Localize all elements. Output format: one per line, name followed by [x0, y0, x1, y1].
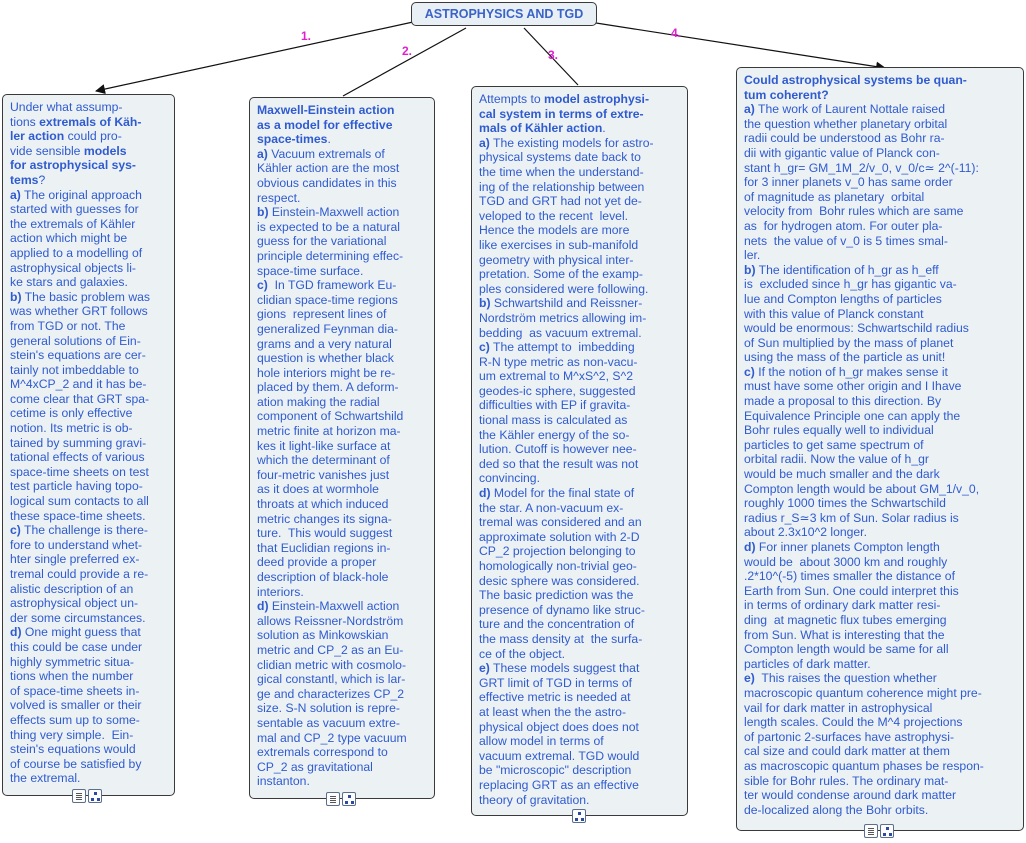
node-text-line: throats at which induced — [257, 497, 389, 512]
node-text-line: applied to a modelling of — [10, 245, 143, 260]
node-text-line: presence of dynamo like struc- — [479, 602, 645, 617]
node-text-line: vacuum extremal. TGD would — [479, 748, 640, 763]
node-text-line: geometry with physical inter- — [479, 252, 634, 267]
node-text-line: would be about 3000 km and roughly — [744, 554, 948, 569]
node-text-line: vide sensible models — [10, 143, 127, 158]
node-text-line: was whether GRT follows — [10, 304, 148, 319]
node-text-line: the time when the understand- — [479, 164, 644, 179]
node-text-line: desic sphere was considered. — [479, 573, 640, 588]
node-text-line: test particle having topo- — [10, 479, 143, 494]
node-text-line: tions extremals of Käh- — [10, 114, 142, 129]
node-text-line: tems? — [10, 172, 46, 187]
node-text-line: Under what assump- — [10, 100, 123, 114]
node-text-line: convincing. — [479, 471, 540, 486]
node-text-line: lue and Compton lengths of particles — [744, 291, 942, 306]
node-text-line: notion. Its metric is ob- — [10, 421, 133, 436]
node-text-line: Attempts to model astrophysi- — [479, 92, 649, 106]
node-text-line: must have some other origin and I Ihave — [744, 379, 962, 394]
node-text-line: respect. — [257, 190, 301, 205]
node-text-line: M^4xCP_2 and it has be- — [10, 377, 147, 392]
node-text-line: tum coherent? — [744, 87, 829, 102]
topic-node-2[interactable] — [249, 97, 435, 799]
node-text-line: the extremal. — [10, 771, 81, 786]
node-text-line: which the determinant of — [257, 453, 390, 468]
node-text-line: b) Einstein-Maxwell action — [257, 205, 400, 220]
node-text-line: ture and the concentration of — [479, 617, 635, 632]
node-text-line: physical systems date back to — [479, 150, 641, 165]
node-text-line: tremal was considered and an — [479, 515, 642, 530]
node-text-line: bedding as vacuum extremal. — [479, 325, 642, 340]
node-text-line: instanton. — [257, 774, 310, 789]
map-icon[interactable] — [342, 792, 356, 806]
note-icon[interactable] — [864, 824, 878, 838]
note-icon[interactable] — [326, 792, 340, 806]
node-text-line: action which might be — [10, 231, 128, 246]
node-text-line: grams and a very natural — [257, 336, 392, 351]
node-text-line: ge and characterizes CP_2 — [257, 686, 405, 701]
node-text-line: theory of gravitation. — [479, 792, 590, 807]
node-text-line: using the mass of the particle as unit! — [744, 350, 946, 365]
node-text-line: stein's equations are cer- — [10, 348, 146, 363]
node-text-line: logical sum contacts to all — [10, 494, 149, 509]
node-text-line: four-metric vanishes just — [257, 467, 390, 482]
node-text-line: hole interiors might be re- — [257, 365, 396, 380]
node-text-line: ler. — [744, 248, 761, 263]
node-text-line: cal size and could dark matter at them — [744, 744, 950, 759]
node-text-line: come clear that GRT spa- — [10, 391, 150, 406]
node-text-line: length scales. Could the M^4 projections — [744, 715, 963, 730]
node-text-line: veloped to the recent level. — [479, 208, 629, 223]
node-text-line: kes it light-like surface at — [257, 438, 391, 453]
node-text-line: allows Reissner-Nordström — [257, 613, 404, 628]
node-text-line: of magnitude as planetary orbital — [744, 189, 925, 204]
node-text-line: sible for Bohr rules. The ordinary mat- — [744, 773, 949, 788]
node-text-line: mal and CP_2 type vacuum — [257, 730, 407, 745]
root-topic[interactable]: ASTROPHYSICS AND TGD — [411, 2, 597, 26]
node-text-line: as a model for effective — [257, 117, 393, 132]
node-text-line: Compton length would be about GM_1/v_0, — [744, 481, 980, 496]
node-text-line: ing of the relationship between — [479, 179, 645, 194]
node-text-line: would be much smaller and the dark — [744, 467, 940, 482]
node-text-line: difficulties with EP if gravita- — [479, 398, 631, 413]
node-text-line: um extremal to M^xS^2, S^2 — [479, 369, 633, 384]
node-text-line: stant h_gr= GM_1M_2/v_0, v_0/c≃ 2^(-11): — [744, 160, 979, 175]
node-text-line: alistic description of an — [10, 581, 134, 596]
node-text-line: metric changes its signa- — [257, 511, 392, 526]
link-label-3: 3. — [548, 48, 559, 62]
node-text-line: question is whether black — [257, 351, 394, 366]
node-text-line: geodes-ic sphere, suggested — [479, 383, 636, 398]
node-text-line: Compton length would be same for all — [744, 642, 949, 657]
node-text-line: allow model in terms of — [479, 734, 604, 749]
node-text-line: Equivalence Principle one can apply the — [744, 408, 961, 423]
node-text-line: from TGD or not. The — [10, 318, 126, 333]
node-text-line: the Kähler energy of the so- — [479, 427, 630, 442]
node-text-line: b) Schwartshild and Reissner- — [479, 296, 643, 311]
node-text-line: d) One might guess that — [10, 625, 141, 640]
node-text-line: description of black-hole — [257, 570, 389, 584]
node-text-line: particles of dark matter. — [744, 656, 871, 671]
note-icon[interactable] — [72, 789, 86, 803]
node-text-line: of course be satisfied by — [10, 756, 142, 771]
node-1-icons — [72, 789, 102, 803]
node-text-line: for 3 inner planets v_0 has same order — [744, 175, 953, 190]
node-text-line: for astrophysical sys- — [10, 158, 136, 173]
link-label-4: 4. — [671, 26, 682, 40]
node-text-line: ler action could pro- — [10, 129, 122, 144]
node-text-line: GRT limit of TGD in terms of — [479, 675, 633, 690]
node-text-line: orbital radii. Now the value of h_gr — [744, 452, 929, 467]
node-text-line: CP_2 as gravitational — [257, 759, 373, 774]
node-text-line: physical object does does not — [479, 719, 639, 734]
node-text-line: in terms of ordinary dark matter resi- — [744, 598, 941, 613]
node-text-line: from Sun. What is interesting that the — [744, 627, 945, 642]
node-text-line: The basic prediction was the — [479, 588, 634, 603]
node-text-line: general solutions of Ein- — [10, 333, 141, 348]
node-text-line: ded so that the result was not — [479, 456, 639, 471]
node-text-line: CP_2 projection belonging to — [479, 544, 636, 559]
node-text-line: a) The original approach — [10, 187, 142, 202]
node-text-line: volved is smaller or their — [10, 698, 142, 713]
node-text-line: obvious candidates in this — [257, 175, 397, 190]
node-text-line: clidian space-time regions — [257, 292, 398, 307]
node-text-line: principle determining effec- — [257, 248, 404, 263]
node-text-line: the question whether planetary orbital — [744, 116, 948, 131]
node-text-line: metric finite at horizon ma- — [257, 424, 401, 439]
node-text-line: c) The challenge is there- — [10, 523, 148, 538]
node-text-line: R-N type metric as non-vacu- — [479, 354, 638, 369]
node-text-line: the mass density at the surfa- — [479, 631, 643, 646]
node-text-line: this could be case under — [10, 639, 143, 654]
node-text-line: tained by summing gravi- — [10, 435, 147, 450]
node-text-line: replacing GRT as an effective — [479, 777, 639, 792]
node-text-line: cetime is only effective — [10, 406, 133, 421]
topic-node-4[interactable] — [736, 67, 1024, 831]
node-text-line: Nordström metrics allowing im- — [479, 310, 647, 325]
node-text-line: as it does at wormhole — [257, 482, 379, 497]
node-text-line: clidian metric with cosmolo- — [257, 657, 406, 672]
node-text-line: hter single preferred ex- — [10, 552, 140, 567]
node-text-line: ter would condense around dark matter — [744, 788, 957, 803]
node-text-line: ples considered were following. — [479, 281, 649, 296]
node-text-line: a) The work of Laurent Nottale raised — [744, 102, 945, 117]
node-text-line: tainly not imbeddable to — [10, 362, 139, 377]
node-text-line: placed by them. A deform- — [257, 380, 399, 395]
node-text-line: astrophysical object un- — [10, 596, 139, 611]
node-text-line: highly symmetric situa- — [10, 654, 134, 669]
node-text-line: nets the value of v_0 is 5 times smal- — [744, 233, 948, 248]
node-text-line: b) The basic problem was — [10, 289, 150, 304]
node-text-line: dii with gigantic value of Planck con- — [744, 145, 940, 160]
node-text-line: pretation. Some of the examp- — [479, 267, 643, 282]
node-text-line: thing very simple. Ein- — [10, 727, 134, 742]
node-text-line: c) The attempt to imbedding — [479, 340, 635, 355]
link-label-1: 1. — [301, 29, 312, 43]
map-icon[interactable] — [880, 824, 894, 838]
node-text-line: space-time sheets on test — [10, 464, 149, 479]
node-text-line: as for hydrogen atom. For outer pla- — [744, 218, 943, 233]
node-text-line: interiors. — [257, 584, 304, 599]
node-text-line: these space-time sheets. — [10, 508, 146, 523]
node-text-line: the extremals of Kähler — [10, 216, 136, 231]
node-text-line: macroscopic quantum coherence might pre- — [744, 685, 982, 700]
node-text-line: Maxwell-Einstein action — [257, 103, 395, 117]
node-text-line: ke stars and galaxies. — [10, 275, 128, 290]
node-text-line: d) Einstein-Maxwell action — [257, 599, 400, 614]
node-text-line: astrophysical objects li- — [10, 260, 136, 275]
node-text-line: Kähler action are the most — [257, 161, 400, 176]
node-text-line: roughly 1000 times the Schwartschild — [744, 496, 946, 511]
link-line-2 — [343, 28, 466, 96]
node-text-line: deed provide a proper — [257, 555, 377, 570]
node-3-icons — [572, 809, 586, 823]
node-text-line: radii could be understood as Bohr ra- — [744, 131, 945, 146]
node-text-line: ding at magnetic flux tubes emerging — [744, 612, 947, 627]
node-text-line: tational effects of various — [10, 450, 145, 465]
node-text-line: as macroscopic quantum phases be respon- — [744, 758, 984, 773]
node-text-line: c) If the notion of h_gr makes sense it — [744, 364, 948, 379]
map-icon[interactable] — [572, 809, 586, 823]
node-text-line: radius r_S≃3 km of Sun. Solar radius is — [744, 510, 959, 525]
node-text-line: made a proposal to this direction. By — [744, 394, 942, 409]
node-text-line: homologically non-trivial geo- — [479, 559, 637, 573]
node-text-line: fore to understand whet- — [10, 537, 143, 552]
node-text-line: the star. A non-vacuum ex- — [479, 500, 624, 515]
node-text-line: cal system in terms of extre- — [479, 106, 644, 121]
node-text-line: extremals correspond to — [257, 745, 388, 760]
node-text-line: Could astrophysical systems be quan- — [744, 73, 967, 87]
node-text-line: of space-time sheets in- — [10, 683, 140, 698]
node-text-line: ture. This would suggest — [257, 526, 393, 541]
node-text-line: ce of the object. — [479, 646, 566, 661]
node-text-line: generalized Feynman dia- — [257, 321, 398, 336]
node-text-line: is excluded since h_gr has gigantic va- — [744, 277, 957, 292]
node-text-line: approximate solution with 2-D — [479, 529, 640, 544]
node-text-line: c) In TGD framework Eu- — [257, 278, 397, 293]
node-text-line: lution. Cutoff is however nee- — [479, 442, 637, 457]
link-label-2: 2. — [402, 44, 413, 58]
node-text-line: e) This raises the question whether — [744, 671, 937, 686]
node-text-line: Earth from Sun. One could interpret this — [744, 583, 959, 598]
node-text-line: d) Model for the final state of — [479, 486, 635, 501]
node-text-line: with this value of Planck constant — [744, 306, 924, 321]
node-text-line: at least when the the astro- — [479, 704, 627, 719]
node-text-line: is expected to be a natural — [257, 219, 400, 234]
node-text-line: Hence the models are more — [479, 223, 630, 238]
node-text-line: gical constantl, which is lar- — [257, 672, 406, 687]
node-text-line: effective metric is needed at — [479, 690, 631, 705]
node-text-line: of Sun multiplied by the mass of planet — [744, 335, 954, 350]
node-2-icons — [326, 792, 356, 806]
node-text-line: space-time surface. — [257, 263, 364, 278]
node-text-line: b) The identification of h_gr as h_eff — [744, 262, 939, 277]
node-text-line: of partonic 2-surfaces have astrophysi- — [744, 729, 954, 744]
node-text-line: de-localized along the Bohr orbits. — [744, 802, 929, 817]
node-text-line: that Euclidian regions in- — [257, 540, 391, 555]
node-text-line: sentable as vacuum extre- — [257, 715, 400, 730]
node-text-line: solution as Minkowskian — [257, 628, 389, 643]
node-text-line: space-times. — [257, 132, 331, 147]
node-text-line: component of Schwartshild — [257, 409, 404, 424]
topic-node-1[interactable] — [2, 94, 175, 796]
node-text-line: .2*10^(-5) times smaller the distance of — [744, 569, 955, 584]
node-text-line: ation making the radial — [257, 394, 380, 409]
node-text-line: would be enormous: Schwartschild radius — [744, 321, 969, 336]
node-text-line: tions when the number — [10, 669, 134, 684]
node-text-line: e) These models suggest that — [479, 661, 640, 676]
link-line-1 — [96, 22, 413, 91]
topic-node-3[interactable] — [471, 86, 688, 816]
node-text-line: about 2.3x10^2 longer. — [744, 525, 867, 540]
node-text-line: be "microscopic" description — [479, 763, 632, 778]
link-line-4 — [596, 23, 885, 68]
node-text-line: started with guesses for — [10, 202, 139, 217]
map-icon[interactable] — [88, 789, 102, 803]
node-text-line: vail for dark matter in astrophysical — [744, 700, 933, 715]
node-text-line: a) The existing models for astro- — [479, 135, 654, 150]
node-text-line: size. S-N solution is repre- — [257, 701, 400, 716]
node-text-line: tremal could provide a re- — [10, 567, 149, 581]
node-text-line: TGD and GRT had not yet de- — [479, 194, 642, 209]
node-text-line: d) For inner planets Compton length — [744, 540, 940, 554]
node-text-line: guess for the variational — [257, 234, 387, 249]
node-text-line: stein's equations would — [10, 742, 136, 757]
node-text-line: metric and CP_2 as an Eu- — [257, 642, 404, 657]
node-text-line: Bohr rules equally well to individual — [744, 423, 934, 438]
node-text-line: like exercises in sub-manifold — [479, 237, 639, 252]
node-text-line: gions represent lines of — [257, 307, 387, 322]
node-4-icons — [864, 824, 894, 838]
node-text-line: a) Vacuum extremals of — [257, 146, 385, 161]
node-text-line: der some circumstances. — [10, 610, 146, 625]
node-text-line: particles to get same spectrum of — [744, 437, 924, 452]
node-text-line: tional mass is calculated as — [479, 413, 628, 428]
node-text-line: velocity from Bohr rules which are same — [744, 204, 964, 219]
node-text-line: effects sum up to some- — [10, 712, 140, 727]
node-text-line: mals of Kähler action. — [479, 121, 606, 136]
